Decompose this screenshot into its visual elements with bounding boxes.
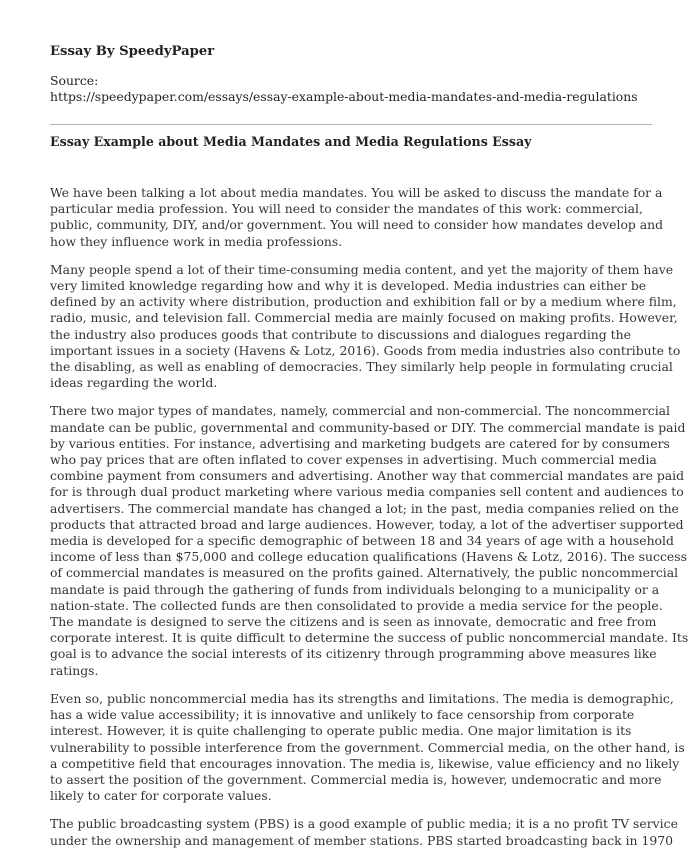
paragraph-line: for is through dual product marketing where various media companies sell content and audiences to — [50, 484, 684, 500]
source-label: Source: — [50, 73, 99, 88]
paragraph-line: who pay prices that are often inflated to cover expenses in advertising. Much commercial media — [50, 452, 657, 468]
paragraph-line: media is developed for a specific demographic of between 18 and 34 years of age with a household — [50, 533, 674, 549]
paragraph-line: a competitive field that encourages innovation. The media is, likewise, value efficiency and no likely — [50, 755, 680, 771]
essay-paragraph — [50, 185, 664, 250]
paragraph-line: There two major types of mandates, namely, commercial and non-commercial. The noncommercial — [50, 403, 671, 419]
essay-paragraph — [50, 261, 681, 392]
paragraph-line: particular media profession. You will need to consider the mandates of this work: commercial, — [50, 201, 643, 217]
paragraph-line: important issues in a society (Havens & Lotz, 2016). Goods from media industries also contribute to — [50, 342, 681, 358]
paragraph-line: of commercial mandates is measured on the profits gained. Alternatively, the public noncommercial — [50, 565, 679, 581]
paragraph-line: public, community, DIY, and/or government. You will need to consider how mandates develop and — [50, 217, 664, 233]
paragraph-line: products that attracted broad and large audiences. However, today, a lot of the advertiser supported — [50, 516, 684, 532]
paragraph-line: income of less than $75,000 and college education qualifications (Havens & Lotz, 2016). The success — [50, 549, 687, 565]
paragraph-line: the disabling, as well as enabling of democracies. They similarly help people in formulating crucial — [50, 359, 673, 375]
essay-title: Essay Example about Media Mandates and Media Regulations Essay — [50, 134, 532, 149]
essay-body — [50, 185, 689, 861]
paragraph-line: interest. However, it is quite challenging to operate public media. One major limitation is its — [50, 723, 632, 739]
paragraph-line: The mandate is designed to serve the citizens and is seen as innovate, democratic and free from — [50, 614, 657, 630]
paragraph-line: the industry also produces goods that contribute to discussions and dialogues regarding the — [50, 326, 631, 342]
paragraph-line: to assert the position of the government. Commercial media is, however, undemocratic and more — [50, 771, 662, 787]
paragraph-line: how they influence work in media professions. — [50, 233, 343, 249]
brand-heading: Essay By SpeedyPaper — [50, 44, 215, 59]
essay-paragraph — [50, 816, 678, 848]
essay-paragraph — [50, 690, 685, 804]
essay-paragraph — [50, 403, 689, 678]
paragraph-line: likely to cater for corporate values. — [50, 788, 272, 804]
paragraph-line: very limited knowledge regarding how and why it is developed. Media industries can either be — [50, 278, 647, 294]
paragraph-line: radio, music, and television fall. Commercial media are mainly focused on making profits. However, — [50, 310, 678, 326]
paragraph-line: nation-state. The collected funds are then consolidated to provide a media service for the people. — [50, 597, 663, 613]
paragraph-line: corporate interest. It is quite difficult to determine the success of public noncommercial mandate. Its — [50, 630, 689, 646]
header-divider — [50, 124, 652, 125]
paragraph-line: The public broadcasting system (PBS) is a good example of public media; it is a no profit TV service — [50, 816, 678, 832]
paragraph-line: combine payment from consumers and advertising. Another way that commercial mandates are paid — [50, 468, 685, 484]
paragraph-line: Many people spend a lot of their time-consuming media content, and yet the majority of them have — [50, 261, 674, 277]
source-link[interactable]: https://speedypaper.com/essays/essay-example-about-media-mandates-and-media-regulations — [50, 89, 638, 104]
paragraph-line: has a wide value accessibility; it is innovative and unlikely to face censorship from corporate — [50, 707, 635, 723]
paragraph-line: under the ownership and management of member stations. PBS started broadcasting back in 1970 — [50, 832, 673, 848]
paragraph-line: advertisers. The commercial mandate has changed a lot; in the past, media companies relied on the — [50, 500, 679, 516]
paragraph-line: ratings. — [50, 662, 99, 678]
paragraph-line: mandate can be public, governmental and community-based or DIY. The commercial mandate is paid — [50, 419, 686, 435]
paragraph-line: vulnerability to possible interference from the government. Commercial media, on the other hand, is — [50, 739, 685, 755]
paragraph-line: defined by an activity where distribution, production and exhibition fall or by a medium where film, — [50, 294, 677, 310]
paragraph-line: goal is to advance the social interests of its citizenry through programming above measures like — [50, 646, 657, 662]
paragraph-line: ideas regarding the world. — [50, 375, 218, 391]
paragraph-line: mandate is paid through the gathering of funds from individuals belonging to a municipality or a — [50, 581, 660, 597]
paragraph-line: by various entities. For instance, advertising and marketing budgets are catered for by consumers — [50, 435, 670, 451]
paragraph-line: Even so, public noncommercial media has its strengths and limitations. The media is demographic, — [50, 690, 674, 706]
paragraph-line: We have been talking a lot about media mandates. You will be asked to discuss the mandate for a — [50, 185, 663, 200]
